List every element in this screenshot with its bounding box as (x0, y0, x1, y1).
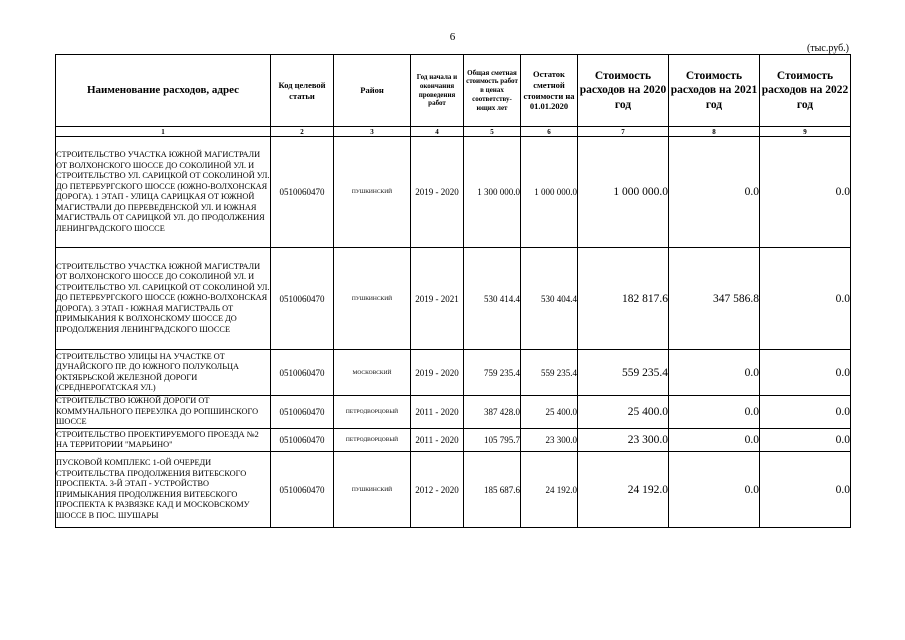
row-cost-2021: 347 586.8 (669, 248, 760, 350)
header-cost-2022: Стоимость расходов на 2022 год (760, 55, 851, 127)
units-label: (тыс.руб.) (806, 43, 849, 54)
row-remaining: 559 235.4 (521, 350, 578, 396)
row-code: 0510060470 (271, 396, 334, 429)
budget-table (55, 54, 851, 528)
row-cost-2021: 0.0 (669, 452, 760, 528)
table-row (56, 137, 851, 248)
row-period: 2011 - 2020 (411, 396, 464, 429)
row-district: МОСКОВСКИЙ (334, 350, 411, 396)
column-number: 9 (760, 127, 851, 137)
column-number: 5 (464, 127, 521, 137)
row-code: 0510060470 (271, 429, 334, 452)
header-row (56, 55, 851, 127)
column-number-row (56, 127, 851, 137)
row-total-cost: 530 414.4 (464, 248, 521, 350)
row-total-cost: 105 795.7 (464, 429, 521, 452)
table-row (56, 429, 851, 452)
page-number: 6 (449, 31, 456, 43)
header-name: Наименование расходов, адрес (56, 55, 271, 127)
row-total-cost: 185 687.6 (464, 452, 521, 528)
row-remaining: 1 000 000.0 (521, 137, 578, 248)
column-number: 8 (669, 127, 760, 137)
header-cost-2020: Стоимость расходов на 2020 год (578, 55, 669, 127)
row-remaining: 23 300.0 (521, 429, 578, 452)
row-district: ПУШКИНСКИЙ (334, 248, 411, 350)
row-cost-2021: 0.0 (669, 396, 760, 429)
column-number: 4 (411, 127, 464, 137)
header-total-cost: Общая сметная стоимость работ в ценах соответству-ющих лет (464, 55, 521, 127)
row-cost-2021: 0.0 (669, 429, 760, 452)
row-district: ПЕТРОДВОРЦОВЫЙ (334, 396, 411, 429)
column-number: 7 (578, 127, 669, 137)
row-cost-2020: 1 000 000.0 (578, 137, 669, 248)
header-period: Год начала и окончания проведения работ (411, 55, 464, 127)
column-number: 6 (521, 127, 578, 137)
row-period: 2019 - 2021 (411, 248, 464, 350)
row-period: 2019 - 2020 (411, 350, 464, 396)
row-cost-2022: 0.0 (760, 350, 851, 396)
row-district: ПЕТРОДВОРЦОВЫЙ (334, 429, 411, 452)
row-name: СТРОИТЕЛЬСТВО УЛИЦЫ НА УЧАСТКЕ ОТ ДУНАЙСКОГО ПР. ДО ЮЖНОГО ПОЛУКОЛЬЦА ОКТЯБРЬСКОЙ ЖЕЛЕЗНОЙ ДОРОГИ (СРЕДНЕРОГАТСКАЯ УЛ.) (56, 350, 271, 396)
row-cost-2021: 0.0 (669, 350, 760, 396)
row-total-cost: 759 235.4 (464, 350, 521, 396)
row-name: СТРОИТЕЛЬСТВО УЧАСТКА ЮЖНОЙ МАГИСТРАЛИ ОТ ВОЛХОНСКОГО ШОССЕ ДО СОКОЛИНОЙ УЛ. И СТРОИТЕЛЬСТВО УЛ. САРИЦКОЙ ОТ СОКОЛИНОЙ УЛ. ДО ПЕТЕРБУРГСКОГО ШОССЕ (ЮЖНО-ВОЛХОНСКАЯ ДОРОГА). 3 ЭТАП - ЮЖНАЯ МАГИСТРАЛЬ ОТ ПРИМЫКАНИЯ К ВОЛХОНСКОМУ ШОССЕ ДО ПРОДОЛЖЕНИЯ ЛЕНИНГРАДСКОГО ШОССЕ (56, 248, 271, 350)
row-remaining: 25 400.0 (521, 396, 578, 429)
row-total-cost: 1 300 000.0 (464, 137, 521, 248)
row-cost-2022: 0.0 (760, 452, 851, 528)
row-name: СТРОИТЕЛЬСТВО ЮЖНОЙ ДОРОГИ ОТ КОММУНАЛЬНОГО ПЕРЕУЛКА ДО РОПШИНСКОГО ШОССЕ (56, 396, 271, 429)
row-name: СТРОИТЕЛЬСТВО УЧАСТКА ЮЖНОЙ МАГИСТРАЛИ ОТ ВОЛХОНСКОГО ШОССЕ ДО СОКОЛИНОЙ УЛ. И СТРОИТЕЛЬСТВО УЛ. САРИЦКОЙ ОТ СОКОЛИНОЙ УЛ. ДО ПЕТЕРБУРГСКОГО ШОССЕ (ЮЖНО-ВОЛХОНСКАЯ ДОРОГА). 1 ЭТАП - УЛИЦА САРИЦКАЯ ОТ ЮЖНОЙ МАГИСТРАЛИ ДО ПЕРЕВЕДЕНСКОЙ УЛ. И ЮЖНАЯ МАГИСТРАЛЬ ОТ САРИЦКОЙ УЛ. ДО ПРОДОЛЖЕНИЯ ЛЕНИНГРАДСКОГО ШОССЕ (56, 137, 271, 248)
row-cost-2022: 0.0 (760, 396, 851, 429)
row-period: 2019 - 2020 (411, 137, 464, 248)
row-code: 0510060470 (271, 452, 334, 528)
table-row (56, 452, 851, 528)
row-district: ПУШКИНСКИЙ (334, 452, 411, 528)
row-total-cost: 387 428.0 (464, 396, 521, 429)
table-row (56, 350, 851, 396)
row-district: ПУШКИНСКИЙ (334, 137, 411, 248)
row-cost-2020: 25 400.0 (578, 396, 669, 429)
header-remaining: Остаток сметной стоимости на 01.01.2020 (521, 55, 578, 127)
row-period: 2012 - 2020 (411, 452, 464, 528)
column-number: 3 (334, 127, 411, 137)
header-district: Район (334, 55, 411, 127)
column-number: 1 (56, 127, 271, 137)
row-code: 0510060470 (271, 248, 334, 350)
row-cost-2022: 0.0 (760, 137, 851, 248)
row-cost-2020: 23 300.0 (578, 429, 669, 452)
row-name: ПУСКОВОЙ КОМПЛЕКС 1-ОЙ ОЧЕРЕДИ СТРОИТЕЛЬСТВА ПРОДОЛЖЕНИЯ ВИТЕБСКОГО ПРОСПЕКТА. 3-Й ЭТАП - УСТРОЙСТВО ПРИМЫКАНИЯ ПРОДОЛЖЕНИЯ ВИТЕБСКОГО ПРОСПЕКТА К РАЗВЯЗКЕ КАД И МОСКОВСКОМУ ШОССЕ В ПОС. ШУШАРЫ (56, 452, 271, 528)
row-cost-2020: 559 235.4 (578, 350, 669, 396)
table-row (56, 396, 851, 429)
row-remaining: 24 192.0 (521, 452, 578, 528)
row-cost-2020: 182 817.6 (578, 248, 669, 350)
row-cost-2022: 0.0 (760, 429, 851, 452)
row-cost-2022: 0.0 (760, 248, 851, 350)
row-period: 2011 - 2020 (411, 429, 464, 452)
row-remaining: 530 404.4 (521, 248, 578, 350)
header-cost-2021: Стоимость расходов на 2021 год (669, 55, 760, 127)
row-code: 0510060470 (271, 137, 334, 248)
row-cost-2020: 24 192.0 (578, 452, 669, 528)
row-cost-2021: 0.0 (669, 137, 760, 248)
row-name: СТРОИТЕЛЬСТВО ПРОЕКТИРУЕМОГО ПРОЕЗДА №2 НА ТЕРРИТОРИИ "МАРЬИНО" (56, 429, 271, 452)
table-row (56, 248, 851, 350)
row-code: 0510060470 (271, 350, 334, 396)
column-number: 2 (271, 127, 334, 137)
header-code: Код целевой статьи (271, 55, 334, 127)
